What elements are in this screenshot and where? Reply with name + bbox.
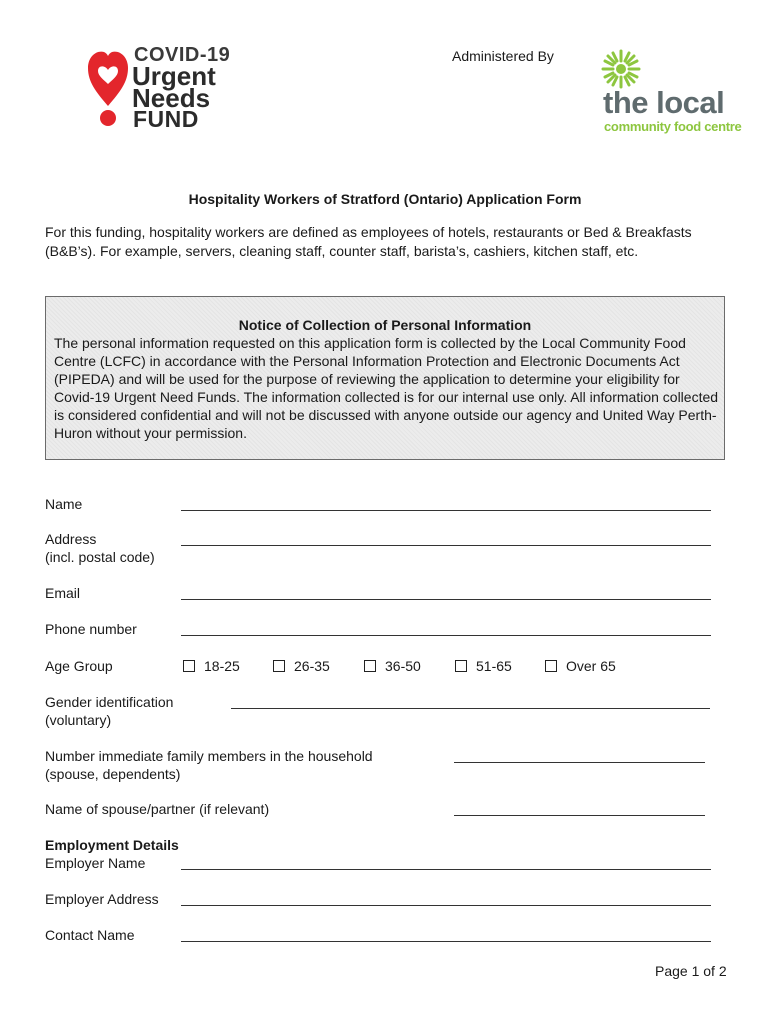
checkbox-icon [183, 660, 195, 672]
address-label: Address [45, 531, 97, 547]
form-title: Hospitality Workers of Stratford (Ontario) Application Form [188, 191, 582, 207]
spouse-label: Name of spouse/partner (if relevant) [45, 801, 270, 817]
age-checkbox-18-25[interactable] [183, 657, 240, 675]
email-label: Email [45, 585, 81, 601]
age-checkbox-over-65[interactable] [545, 657, 616, 675]
gender-sublabel: (voluntary) [45, 712, 112, 728]
checkbox-icon [455, 660, 467, 672]
age-option-label: Over 65 [566, 658, 616, 674]
privacy-notice-box [45, 296, 725, 460]
name-field[interactable] [181, 510, 711, 511]
employer-address-field[interactable] [181, 905, 711, 906]
gender-field[interactable] [231, 708, 710, 709]
logo-covid-text: COVID-19 [134, 44, 231, 66]
name-label: Name [45, 496, 83, 512]
checkbox-icon [545, 660, 557, 672]
logo-needs-text: Needs [132, 83, 211, 113]
age-option-label: 26-35 [294, 658, 330, 674]
employer-name-label: Employer Name [45, 855, 146, 871]
employer-name-field[interactable] [181, 869, 711, 870]
address-field[interactable] [181, 545, 711, 546]
contact-name-field[interactable] [181, 941, 711, 942]
the-local-sunburst-icon [600, 48, 642, 90]
age-checkbox-26-35[interactable] [273, 657, 330, 675]
gender-label: Gender identification [45, 694, 174, 710]
email-field[interactable] [181, 599, 711, 600]
spouse-field[interactable] [454, 815, 705, 816]
family-members-label: Number immediate family members in the household [45, 748, 373, 764]
logo-fund-text: FUND [133, 106, 199, 132]
age-checkbox-51-65[interactable] [455, 657, 512, 675]
form-intro: For this funding, hospitality workers are defined as employees of hotels, restaurants or Bed & Breakfasts (B&B’s). For example, servers, cleaning staff, counter staff, barista’s, cashiers, kitchen staff, etc. [45, 224, 692, 259]
notice-title: Notice of Collection of Personal Information [238, 317, 532, 333]
the-local-logo-text: the local [603, 85, 725, 120]
page-number: Page 1 of 2 [655, 963, 727, 979]
employment-heading: Employment Details [45, 837, 179, 853]
notice-body: The personal information requested on this application form is collected by the Local Community Food Centre (LCFC) in accordance with the Personal Information Protection and Electronic Documents Act (PIPEDA) and will be used for the purpose of reviewing the application to determine your eligibility for Covid-19 Urgent Need Funds. The information collected is for our internal use only. All information collected is considered confidential and will not be discussed with anyone outside our agency and United Way Perth-Huron without your permission. [54, 335, 719, 441]
checkbox-icon [273, 660, 285, 672]
age-checkbox-36-50[interactable] [364, 657, 421, 675]
contact-name-label: Contact Name [45, 927, 135, 943]
phone-field[interactable] [181, 635, 711, 636]
family-members-field[interactable] [454, 762, 705, 763]
age-option-label: 51-65 [476, 658, 512, 674]
logo-urgent-text: Urgent [132, 61, 216, 91]
address-sublabel: (incl. postal code) [45, 549, 155, 565]
administered-by-label: Administered By [452, 48, 554, 64]
checkbox-icon [364, 660, 376, 672]
family-members-sublabel: (spouse, dependents) [45, 766, 181, 782]
age-option-label: 18-25 [204, 658, 240, 674]
community-food-centre-text: community food centre [604, 119, 742, 134]
covid-urgent-needs-fund-logo-icon [86, 48, 130, 130]
phone-label: Phone number [45, 621, 137, 637]
age-group-label: Age Group [45, 658, 113, 674]
age-option-label: 36-50 [385, 658, 421, 674]
employer-address-label: Employer Address [45, 891, 159, 907]
